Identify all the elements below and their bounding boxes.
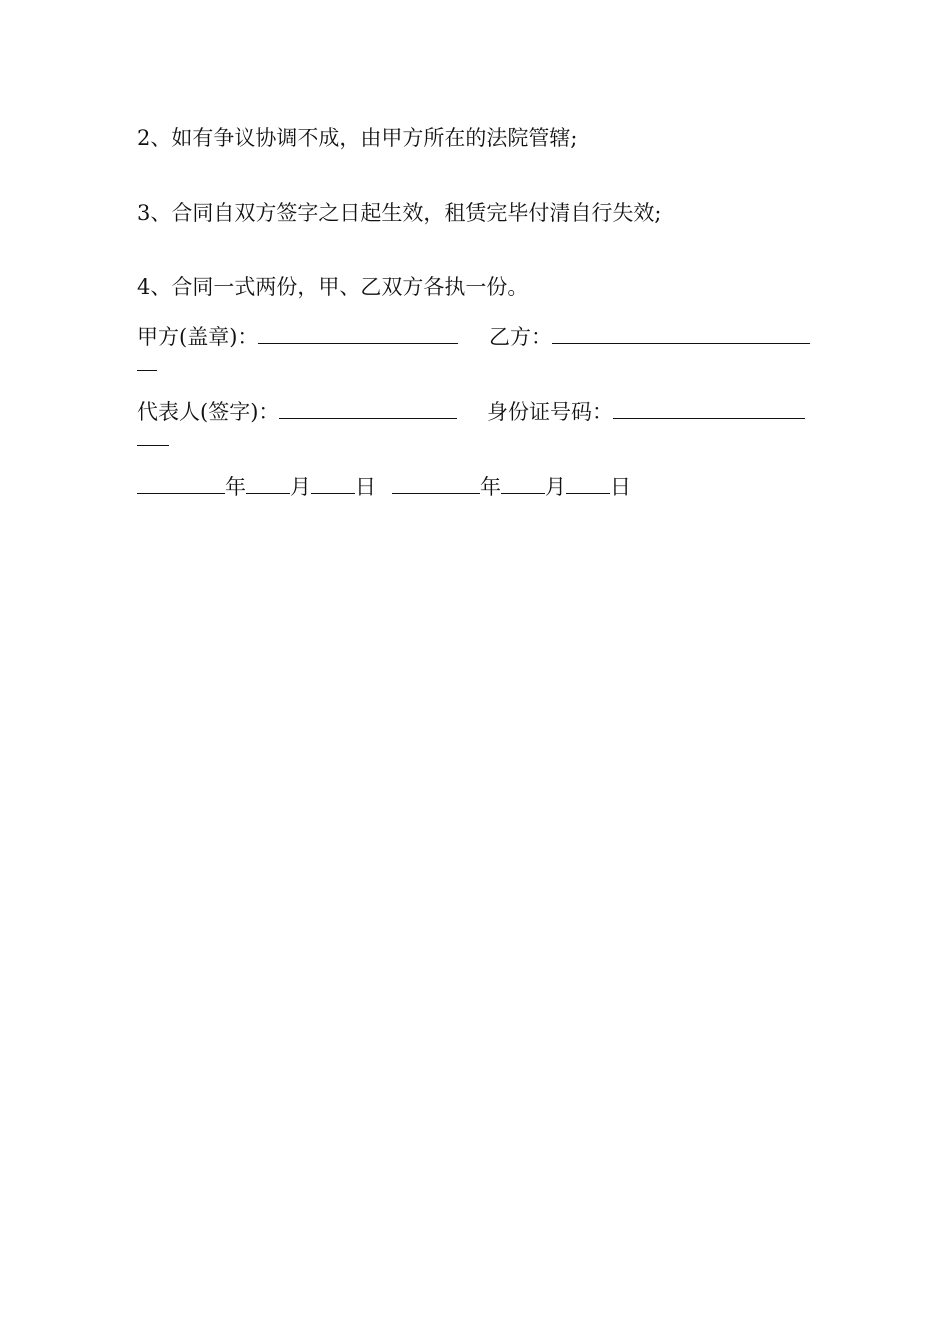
date-a-day-blank[interactable] xyxy=(311,473,355,494)
date-b-year-label: 年 xyxy=(480,475,501,499)
date-a-month-label: 月 xyxy=(290,475,311,499)
date-a-day-label: 日 xyxy=(355,475,376,499)
party-signature-row xyxy=(137,323,817,351)
date-a-year-label: 年 xyxy=(225,475,246,499)
date-b-day-label: 日 xyxy=(610,475,631,499)
date-b-year-blank[interactable] xyxy=(392,473,480,494)
id-number-blank[interactable] xyxy=(613,398,805,419)
date-a-year-blank[interactable] xyxy=(137,473,225,494)
clause-4: 4、合同一式两份，甲、乙双方各执一份。 xyxy=(137,275,529,299)
party-b-label: 乙方： xyxy=(489,325,552,349)
representative-label: 代表人(签字)： xyxy=(137,400,280,424)
party-a-label: 甲方(盖章)： xyxy=(137,325,259,349)
date-a xyxy=(137,475,376,499)
date-row xyxy=(137,473,817,501)
party-a-blank[interactable] xyxy=(258,323,458,344)
clause-2: 2、如有争议协调不成，由甲方所在的法院管辖; xyxy=(137,126,578,150)
date-b-day-blank[interactable] xyxy=(566,473,610,494)
id-number-label: 身份证号码： xyxy=(487,400,613,424)
party-b-blank-continuation xyxy=(137,370,157,371)
representative-row xyxy=(137,398,817,426)
date-b xyxy=(392,473,631,501)
clause-3: 3、合同自双方签字之日起生效，租赁完毕付清自行失效; xyxy=(137,201,662,225)
representative-blank[interactable] xyxy=(279,398,457,419)
party-b-blank[interactable] xyxy=(552,323,810,344)
date-a-month-blank[interactable] xyxy=(246,473,290,494)
id-number-blank-continuation xyxy=(137,445,169,446)
date-b-month-label: 月 xyxy=(545,475,566,499)
date-b-month-blank[interactable] xyxy=(501,473,545,494)
